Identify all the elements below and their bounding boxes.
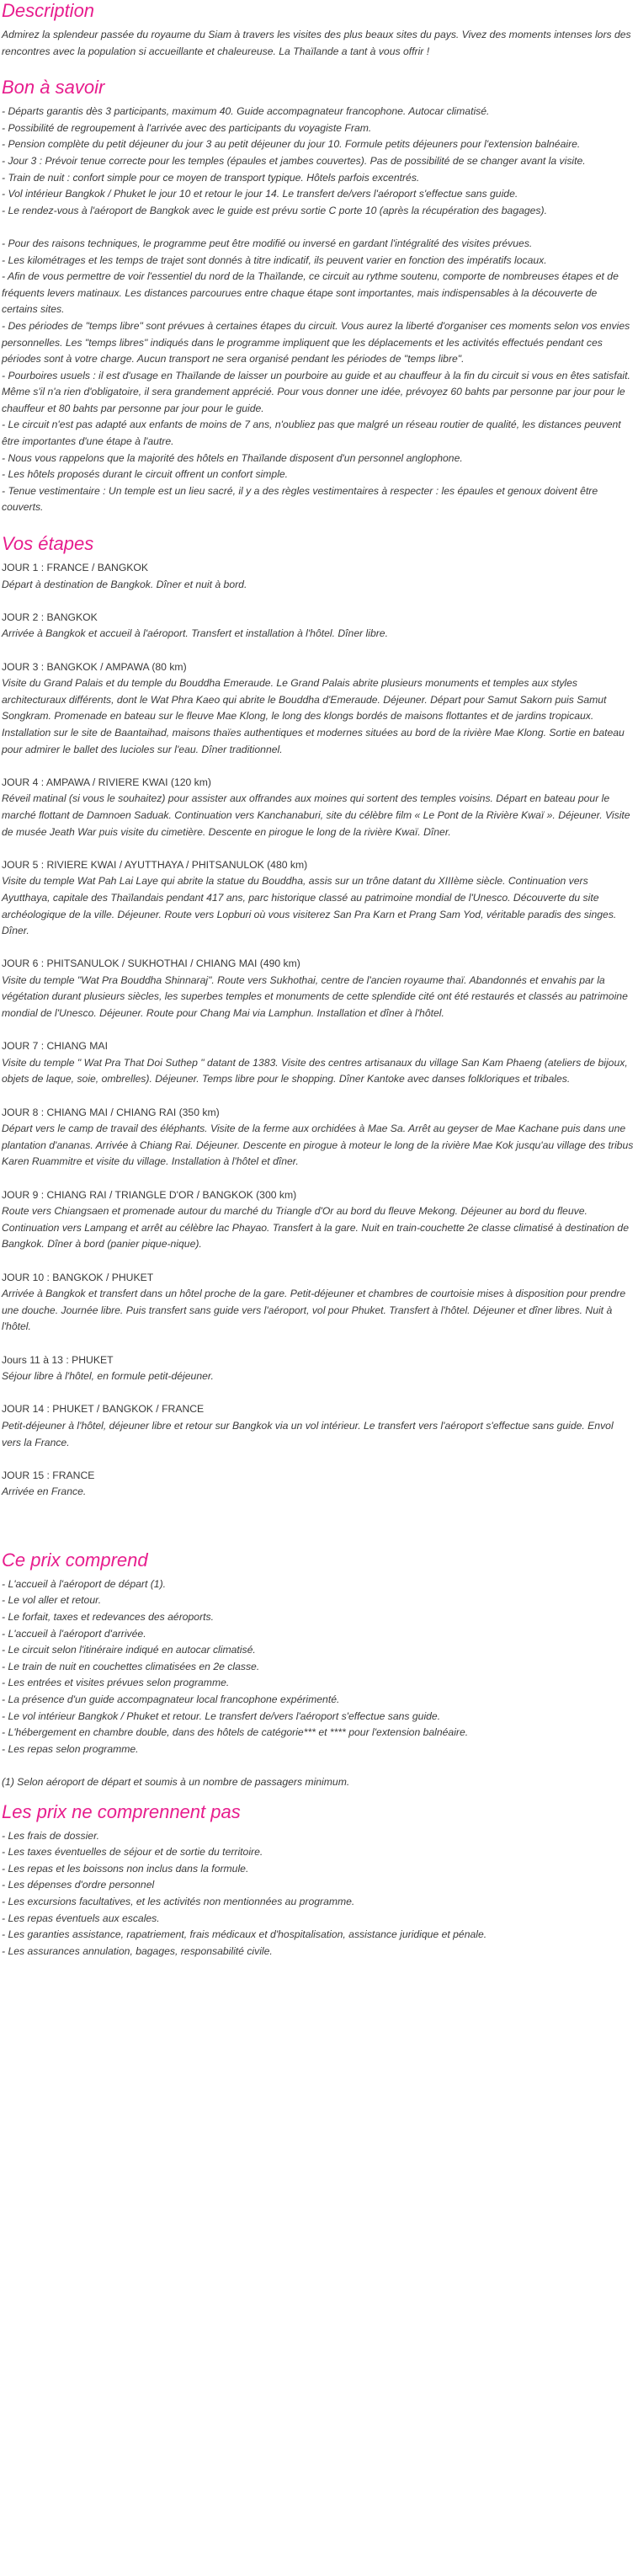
etape-description: Visite du temple " Wat Pra That Doi Suthep " datant de 1383. Visite des centres artisanaux du village San Kam Phaeng (ateliers de bijoux, objets de laque, soie, ombrelles). Déjeuner. Temps libre pour le shopping. Dîner Kantoke avec danses folkloriques et tribales. — [2, 1056, 628, 1085]
etape-description: Route vers Chiangsaen et promenade autour du marché du Triangle d'Or au bord du fleuve Mekong. Déjeuner au bord du fleuve. — [2, 1205, 587, 1218]
comprend-item: - Le circuit selon l'itinéraire indiqué en autocar climatisé. — [2, 1644, 256, 1656]
etapes-title: Vos étapes — [2, 533, 94, 555]
etape-item — [2, 560, 635, 593]
etape-title: JOUR 4 : AMPAWA / RIVIERE KWAI (120 km) — [2, 776, 211, 788]
etape-item — [2, 610, 635, 643]
ne-comprend-pas-item: - Les excursions facultatives, et les activités non mentionnées au programme. — [2, 1895, 355, 1907]
etapes-section — [2, 533, 635, 1501]
etape-item — [2, 1468, 635, 1501]
etape-title: JOUR 10 : BANGKOK / PHUKET — [2, 1271, 154, 1283]
bon-a-savoir-item: - Afin de vous permettre de voir l'essentiel du nord de la Thaïlande, ce circuit au rythme soutenu, comporte de nombreuses étapes et de fréquents levers matinaux. Les distances parcourues entre chaque étape sont importantes, mais indispensables à la découverte de certains sites. — [2, 270, 619, 316]
etape-description-2: Continuation vers Lampang et arrêt au célèbre lac Phayao. Transfert à la gare. Nuit en train-couchette 2e classe climatisé à destination de Bangkok. Dîner à bord (panier pique-nique). — [2, 1221, 629, 1251]
bon-a-savoir-title: Bon à savoir — [2, 77, 105, 99]
bon-a-savoir-item: - Le rendez-vous à l'aéroport de Bangkok avec le guide est prévu sortie C porte 10 (après la récupération des bagages). — [2, 204, 547, 216]
etape-title: JOUR 8 : CHIANG MAI / CHIANG RAI (350 km) — [2, 1106, 220, 1118]
etape-title: JOUR 1 : FRANCE / BANGKOK — [2, 562, 149, 574]
etape-description: Réveil matinal (si vous le souhaitez) pour assister aux offrandes aux moines qui sortent des temples voisins. Départ en bateau pour le marché flottant de Damnoen Saduak. Continuation vers Kanchanaburi, site du célèbre film « Le Pont de la Rivière Kwaï ». Déjeuner. Visite de musée Jeath War puis visite du cimetière. Descente en pirogue le long de la rivière Kwaï. Dîner. — [2, 792, 630, 838]
etape-description: Arrivée à Bangkok et accueil à l'aéroport. Transfert et installation à l'hôtel. Dîner libre. — [2, 627, 388, 640]
ne-comprend-pas-section — [2, 1801, 635, 1960]
etape-item — [2, 1038, 635, 1088]
bon-a-savoir-item: - Possibilité de regroupement à l'arrivée avec des participants du voyagiste Fram. — [2, 121, 372, 134]
bon-a-savoir-item: - Pourboires usuels : il est d'usage en Thaïlande de laisser un pourboire au guide et au chauffeur à la fin du circuit si vous en êtes satisfait. Même s'il n'a rien d'obligatoire, il sera grandement apprécié. Pour vous donner une idée, prévoyez 60 bahts par personne par jour pour le chauffeur et 80 bahts par personne par jour pour le guide. — [2, 369, 630, 414]
etape-item — [2, 1270, 635, 1336]
etape-description: Arrivée en France. — [2, 1485, 87, 1498]
description-text: Admirez la splendeur passée du royaume du Siam à travers les visites des plus beaux sites du pays. Vivez des moments intenses lors des rencontres avec la population si accueillante et chaleureuse. La Thaïlande a tant à vous offrir ! — [2, 29, 631, 57]
comprend-item: - Le vol intérieur Bangkok / Phuket et retour. Le transfert de/vers l'aéroport s'effectue sans guide. — [2, 1709, 441, 1722]
ne-comprend-pas-item: - Les garanties assistance, rapatriement, frais médicaux et d'hospitalisation, assistance juridique et pénale. — [2, 1928, 487, 1941]
comprend-section — [2, 1549, 635, 1791]
bon-a-savoir-item: - Tenue vestimentaire : Un temple est un lieu sacré, il y a des règles vestimentaires à respecter : les épaules et genoux doivent être couverts. — [2, 484, 598, 514]
ne-comprend-pas-item: - Les assurances annulation, bagages, responsabilité civile. — [2, 1944, 273, 1957]
comprend-item: - La présence d'un guide accompagnateur local francophone expérimenté. — [2, 1693, 340, 1706]
bon-a-savoir-item: - Pension complète du petit déjeuner du jour 3 au petit déjeuner du jour 10. Formule petits déjeuners pour l'extension balnéaire. — [2, 138, 581, 151]
bon-a-savoir-item: - Les hôtels proposés durant le circuit offrent un confort simple. — [2, 468, 289, 481]
etape-description: Visite du temple "Wat Pra Bouddha Shinnaraj". Route vers Sukhothai, centre de l'ancien royaume thaï. Abandonnés et envahis par la végétation durant plusieurs siècles, les superbes temples et monuments de cette splendide cité ont été restaurés et classés au patrimoine mondial de l'Unesco. Déjeuner. Route pour Chang Mai via Lamphun. Installation et dîner à l'hôtel. — [2, 973, 628, 1020]
bon-a-savoir-item: - Départs garantis dès 3 participants, maximum 40. Guide accompagnateur francophone. Autocar climatisé. — [2, 105, 490, 118]
ne-comprend-pas-item: - Les frais de dossier. — [2, 1829, 100, 1842]
bon-a-savoir-item: - Le circuit n'est pas adapté aux enfants de moins de 7 ans, n'oubliez pas que malgré un réseau routier de qualité, les distances peuvent être importantes d'une étape à l'autre. — [2, 419, 621, 448]
etape-item — [2, 775, 635, 840]
ne-comprend-pas-item: - Les taxes éventuelles de séjour et de sortie du territoire. — [2, 1846, 263, 1859]
comprend-item: - L'hébergement en chambre double, dans des hôtels de catégorie*** et **** pour l'extension balnéaire. — [2, 1726, 469, 1739]
ne-comprend-pas-title: Les prix ne comprennent pas — [2, 1800, 241, 1822]
bon-a-savoir-group-1 — [2, 104, 635, 219]
etape-title: JOUR 6 : PHITSANULOK / SUKHOTHAI / CHIANG MAI (490 km) — [2, 957, 300, 970]
bon-a-savoir-group-2 — [2, 236, 635, 516]
etape-description: Visite du temple Wat Pah Lai Laye qui abrite la statue du Bouddha, assis sur un trône datant du XIIIème siècle. Continuation vers Ayutthaya, capitale des Thaïlandais pendant 417 ans, parc historique classé au patrimoine mondial de l'Unesco. Découverte du site archéologique de la ville. Déjeuner. Route vers Lopburi où vous visiterez San Pra Karn et Prang Sam Yod, véritable paradis des singes. Dîner. — [2, 875, 617, 937]
bon-a-savoir-item: - Jour 3 : Prévoir tenue correcte pour les temples (épaules et jambes couvertes). Pas de possibilité de se changer avant la visite. — [2, 154, 586, 167]
bon-a-savoir-item: - Pour des raisons techniques, le programme peut être modifié ou inversé en gardant l'intégralité des visites prévues. — [2, 237, 533, 249]
etape-description: Départ vers le camp de travail des éléphants. Visite de la ferme aux orchidées à Mae Sa. Arrêt au geyser de Mae Kachane puis dans une plantation d'ananas. Arrivée à Chiang Rai. Déjeuner. Descente en pirogue à moteur le long de la rivière Mae Kok jusqu'au village des tribus Karen Ruammitre et visite du village. Installation à l'hôtel et dîner. — [2, 1123, 634, 1168]
etape-title: JOUR 14 : PHUKET / BANGKOK / FRANCE — [2, 1403, 205, 1416]
etape-item — [2, 857, 635, 940]
description-title: Description — [2, 0, 95, 21]
etape-item — [2, 1352, 635, 1385]
etape-item — [2, 1187, 635, 1253]
etape-description: Visite du Grand Palais et du temple du Bouddha Emeraude. Le Grand Palais abrite plusieurs monuments et temples aux styles architecturaux différents, dont le Wat Phra Kaeo qui abrite le Bouddha d'Emeraude. Déjeuner. Départ pour Samut Sakorn puis Samut Songkram. Promenade en bateau sur le fleuve Mae Klong, le long des klongs bordés de maisons flottantes et de jardins tropicaux. Installation sur le site de Baantaihad, maisons thaïes authentiques et modernes situées au bord de la rivière Mae Klong. Sortie en bateau pour admirer le ballet des lucioles sur l'eau. Dîner traditionnel. — [2, 677, 625, 755]
comprend-item: - Le train de nuit en couchettes climatisées en 2e classe. — [2, 1660, 260, 1672]
comprend-item: - Les repas selon programme. — [2, 1742, 139, 1755]
etape-description: Départ à destination de Bangkok. Dîner et nuit à bord. — [2, 578, 247, 590]
etape-item — [2, 1105, 635, 1171]
bon-a-savoir-item: - Des périodes de "temps libre" sont prévues à certaines étapes du circuit. Vous aurez la liberté d'organiser ces moments selon vos envies personnelles. Les "temps libres" indiqués dans le programme impliquent que les déplacements et les activités effectués pendant ces périodes sont à votre charge. Aucun transport ne sera organisé pendant les périodes de "temps libre". — [2, 319, 630, 365]
etape-title: JOUR 9 : CHIANG RAI / TRIANGLE D'OR / BANGKOK (300 km) — [2, 1188, 297, 1201]
bon-a-savoir-section — [2, 77, 635, 516]
etape-title: JOUR 15 : FRANCE — [2, 1469, 95, 1481]
bon-a-savoir-item: - Train de nuit : confort simple pour ce moyen de transport typique. Hôtels parfois excentrés. — [2, 171, 420, 184]
etape-description: Petit-déjeuner à l'hôtel, déjeuner libre et retour sur Bangkok via un vol intérieur. Le transfert vers l'aéroport s'effectue sans guide. Envol vers la France. — [2, 1419, 614, 1448]
etapes-list — [2, 560, 635, 1501]
etape-title: JOUR 2 : BANGKOK — [2, 611, 98, 623]
comprend-item: - Le forfait, taxes et redevances des aéroports. — [2, 1611, 215, 1624]
etape-item — [2, 659, 635, 759]
comprend-item: - L'accueil à l'aéroport de départ (1). — [2, 1577, 167, 1590]
etape-title: JOUR 3 : BANGKOK / AMPAWA (80 km) — [2, 660, 187, 673]
etape-description: Arrivée à Bangkok et transfert dans un hôtel proche de la gare. Petit-déjeuner et chambres de courtoisie mises à disposition pour prendre une douche. Journée libre. Puis transfert sans guide vers l'aéroport, vol pour Phuket. Transfert à l'hôtel. Déjeuner et dîner libres. Nuit à l'hôtel. — [2, 1288, 626, 1333]
ne-comprend-pas-list — [2, 1828, 635, 1960]
etape-title: Jours 11 à 13 : PHUKET — [2, 1353, 114, 1366]
etape-description: Séjour libre à l'hôtel, en formule petit-déjeuner. — [2, 1370, 214, 1383]
comprend-item: - Les entrées et visites prévues selon programme. — [2, 1677, 230, 1689]
bon-a-savoir-item: - Vol intérieur Bangkok / Phuket le jour 10 et retour le jour 14. Le transfert de/vers l'aéroport s'effectue sans guide. — [2, 188, 518, 200]
comprend-note: (1) Selon aéroport de départ et soumis à un nombre de passagers minimum. — [2, 1776, 350, 1788]
ne-comprend-pas-item: - Les dépenses d'ordre personnel — [2, 1879, 155, 1891]
comprend-item: - Le vol aller et retour. — [2, 1594, 102, 1607]
etape-item — [2, 1401, 635, 1451]
etape-title: JOUR 5 : RIVIERE KWAI / AYUTTHAYA / PHITSANULOK (480 km) — [2, 858, 308, 871]
bon-a-savoir-item: - Nous vous rappelons que la majorité des hôtels en Thaïlande disposent d'un personnel anglophone. — [2, 451, 463, 464]
etape-item — [2, 956, 635, 1021]
comprend-item: - L'accueil à l'aéroport d'arrivée. — [2, 1627, 146, 1640]
ne-comprend-pas-item: - Les repas et les boissons non inclus dans la formule. — [2, 1862, 249, 1875]
etape-title: JOUR 7 : CHIANG MAI — [2, 1040, 108, 1053]
ne-comprend-pas-item: - Les repas éventuels aux escales. — [2, 1912, 160, 1924]
bon-a-savoir-item: - Les kilométrages et les temps de trajet sont donnés à titre indicatif, ils peuvent varier en fonction des impératifs locaux. — [2, 253, 547, 266]
description-section — [2, 0, 635, 60]
comprend-title: Ce prix comprend — [2, 1549, 148, 1571]
comprend-list — [2, 1576, 635, 1758]
